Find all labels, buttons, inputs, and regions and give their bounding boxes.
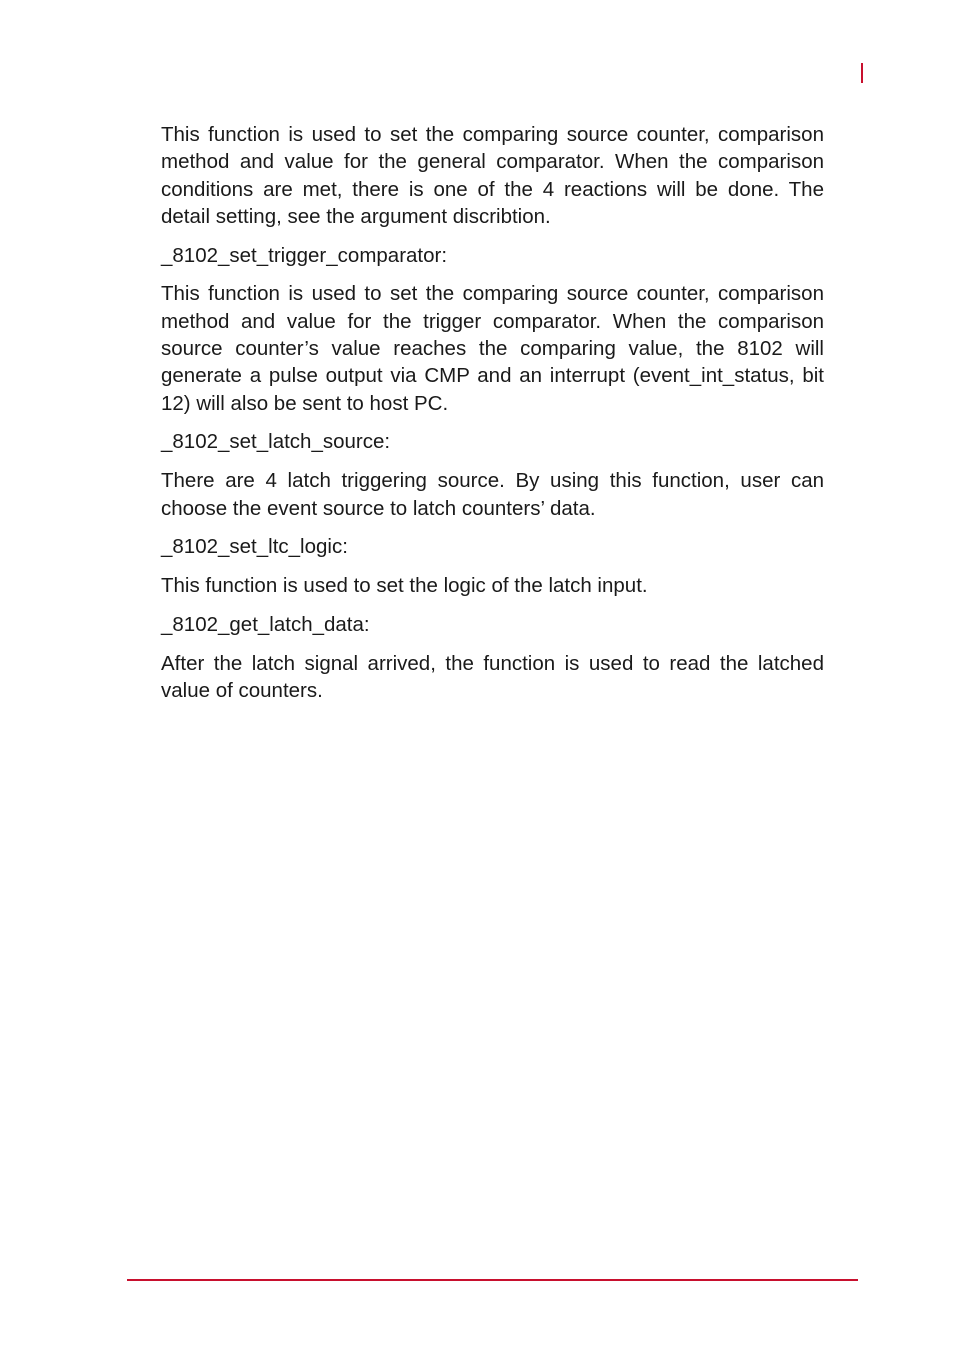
header-accent-bar bbox=[861, 63, 863, 83]
function-name-set-trigger-comparator: _8102_set_trigger_comparator: bbox=[161, 243, 448, 267]
general-comparator-description: This function is used to set the comparing source counter, comparison method and value for the general comparator. When the comparison conditions are met, there is one of the 4 reactions will be done. The detail setting, see the argument discribtion. bbox=[161, 123, 824, 228]
latch-source-description: There are 4 latch triggering source. By using this function, user can choose the event source to latch counters’ data. bbox=[161, 469, 824, 520]
latch-data-description: After the latch signal arrived, the function is used to read the latched value of counters. bbox=[161, 651, 824, 703]
function-name-get-latch-data: _8102_get_latch_data: bbox=[161, 612, 370, 636]
footer-divider bbox=[127, 1279, 858, 1281]
trigger-comparator-description: This function is used to set the comparing source counter, comparison method and value for the trigger comparator. When the comparison source counter’s value reaches the comparing value, the 8102 will generate a pulse output via CMP and an interrupt (event_int_status, bit 12) will also be sent to host PC. bbox=[161, 282, 824, 415]
document-body bbox=[161, 121, 824, 716]
ltc-logic-description: This function is used to set the logic of the latch input. bbox=[161, 574, 648, 598]
function-name-set-latch-source: _8102_set_latch_source: bbox=[161, 430, 391, 454]
function-name-set-ltc-logic: _8102_set_ltc_logic: bbox=[161, 535, 348, 559]
